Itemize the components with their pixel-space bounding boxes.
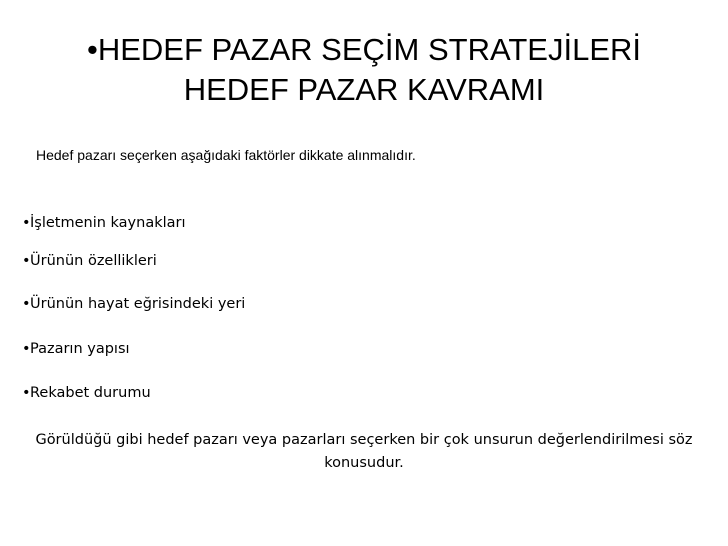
bullet-item-life-cycle xyxy=(22,294,245,314)
slide-title xyxy=(20,30,708,110)
title-bullet: • xyxy=(86,32,98,67)
title-line-2: HEDEF PAZAR KAVRAMI xyxy=(183,72,545,107)
conclusion-text: Görüldüğü gibi hedef pazarı veya pazarları seçerken bir çok unsurun değerlendirilmesi söz konusudur. xyxy=(35,432,693,471)
bullet-dot-icon: • xyxy=(22,296,31,312)
bullet-dot-icon: • xyxy=(22,385,31,401)
bullet-item-product-features xyxy=(22,251,157,271)
bullet-item-resources xyxy=(22,213,186,233)
bullet-dot-icon: • xyxy=(22,341,31,357)
bullet-text: İşletmenin kaynakları xyxy=(30,215,186,231)
bullet-dot-icon: • xyxy=(22,215,31,231)
intro-text: Hedef pazarı seçerken aşağıdaki faktörler dikkate alınmalıdır. xyxy=(36,147,416,163)
bullet-item-competition xyxy=(22,383,151,403)
bullet-text: Rekabet durumu xyxy=(30,385,151,401)
title-line-1 xyxy=(20,30,708,70)
bullet-text: Ürünün hayat eğrisindeki yeri xyxy=(30,296,246,312)
bullet-text: Pazarın yapısı xyxy=(30,341,130,357)
bullet-item-market-structure xyxy=(22,339,130,359)
bullet-text: Ürünün özellikleri xyxy=(30,253,157,269)
bullet-dot-icon: • xyxy=(22,253,31,269)
title-main-text: HEDEF PAZAR SEÇİM STRATEJİLERİ xyxy=(97,32,641,67)
